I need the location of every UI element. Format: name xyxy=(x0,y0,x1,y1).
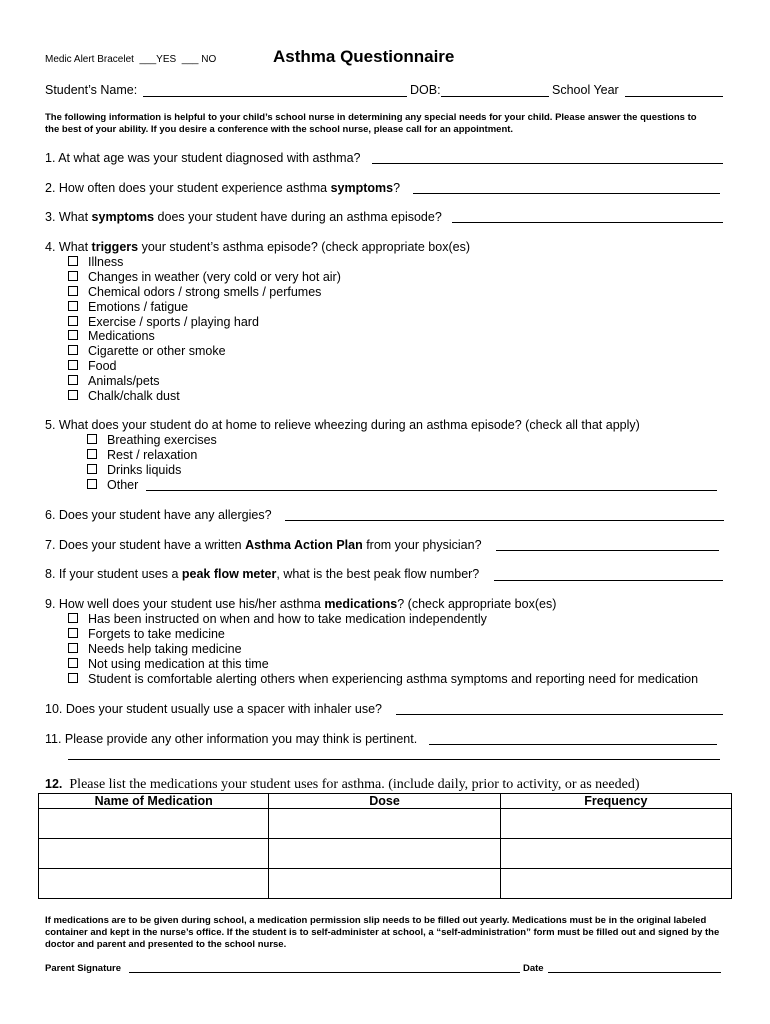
q4-option[interactable] xyxy=(68,285,321,300)
q9-bold: medications xyxy=(324,597,398,611)
question-7 xyxy=(45,538,482,552)
option-label: Medications xyxy=(88,329,155,343)
q4-option[interactable] xyxy=(68,344,226,359)
date-field[interactable] xyxy=(548,972,721,973)
checkbox-icon[interactable] xyxy=(68,301,78,311)
q8-pre: 8. If your student uses a xyxy=(45,567,182,581)
table-cell[interactable] xyxy=(269,839,500,869)
school-year-field[interactable] xyxy=(625,96,723,97)
answer-3-field[interactable] xyxy=(452,222,723,223)
option-label: Other xyxy=(107,478,139,492)
question-6: 6. Does your student have any allergies? xyxy=(45,508,272,522)
q4-pre: 4. What xyxy=(45,240,92,254)
question-12 xyxy=(45,777,639,793)
option-label: Exercise / sports / playing hard xyxy=(88,315,259,329)
table-cell[interactable] xyxy=(500,869,731,899)
question-5: 5. What does your student do at home to relieve wheezing during an asthma episode? (check all that apply) xyxy=(45,418,640,432)
option-label: Chalk/chalk dust xyxy=(88,389,180,403)
option-label: Food xyxy=(88,359,117,373)
q8-post: , what is the best peak flow number? xyxy=(276,567,480,581)
table-row xyxy=(39,869,732,899)
question-8 xyxy=(45,567,479,581)
q8-bold: peak flow meter xyxy=(181,567,277,581)
q9-option[interactable] xyxy=(68,612,487,627)
checkbox-icon[interactable] xyxy=(68,316,78,326)
page-title: Asthma Questionnaire xyxy=(273,47,455,66)
dob-label: DOB: xyxy=(410,83,441,97)
checkbox-icon[interactable] xyxy=(68,286,78,296)
q3-bold: symptoms xyxy=(91,210,155,224)
q9-option[interactable] xyxy=(68,627,225,642)
option-label: Cigarette or other smoke xyxy=(88,344,226,358)
q4-post: your student’s asthma episode? (check appropriate box(es) xyxy=(138,240,470,254)
checkbox-icon[interactable] xyxy=(87,434,97,444)
q5-option[interactable] xyxy=(87,463,181,478)
medic-alert-label xyxy=(45,54,216,65)
q5-option[interactable] xyxy=(87,433,217,448)
option-label: Not using medication at this time xyxy=(88,657,269,671)
checkbox-icon[interactable] xyxy=(68,673,78,683)
column-header: Dose xyxy=(269,794,500,809)
q4-option[interactable] xyxy=(68,359,117,374)
q12-number: 12. xyxy=(45,777,63,791)
question-11: 11. Please provide any other information you may think is pertinent. xyxy=(45,732,418,746)
q3-post: does your student have during an asthma episode? xyxy=(154,210,442,224)
answer-10-field[interactable] xyxy=(396,714,723,715)
checkbox-icon[interactable] xyxy=(68,390,78,400)
q4-option[interactable] xyxy=(68,389,180,404)
bracelet-text: Medic Alert Bracelet xyxy=(45,54,134,65)
option-label: Illness xyxy=(88,255,124,269)
q9-option[interactable] xyxy=(68,672,698,687)
answer-6-field[interactable] xyxy=(285,520,724,521)
checkbox-icon[interactable] xyxy=(87,464,97,474)
option-label: Changes in weather (very cold or very hot air) xyxy=(88,270,341,284)
checkbox-icon[interactable] xyxy=(87,479,97,489)
answer-8-field[interactable] xyxy=(494,580,723,581)
dob-field[interactable] xyxy=(441,96,549,97)
answer-11-field[interactable] xyxy=(429,744,717,745)
question-4 xyxy=(45,240,470,254)
q4-bold: triggers xyxy=(91,240,139,254)
other-field[interactable] xyxy=(146,490,717,491)
q12-text: Please list the medications your student uses for asthma. (include daily, prior to activity, or as needed) xyxy=(69,777,640,792)
option-label: Emotions / fatigue xyxy=(88,300,189,314)
option-label: Has been instructed on when and how to take medication independently xyxy=(88,612,487,626)
option-label: Breathing exercises xyxy=(107,433,217,447)
column-header: Name of Medication xyxy=(39,794,269,809)
question-3 xyxy=(45,210,442,224)
footer-note: If medications are to be given during school, a medication permission slip needs to be filled out yearly. Medications must be in the original labeled container and kept in the nurse’s office. If the student is to self-administer at school, a “self-administration” form must be filled out and signed by the doctor and parent and presented to the school nurse. xyxy=(45,915,720,950)
option-label: Animals/pets xyxy=(88,374,160,388)
q9-option[interactable] xyxy=(68,642,242,657)
checkbox-icon[interactable] xyxy=(68,345,78,355)
table-cell[interactable] xyxy=(39,839,269,869)
table-cell[interactable] xyxy=(500,809,731,839)
no-option: ___ NO xyxy=(181,54,217,65)
table-cell[interactable] xyxy=(269,809,500,839)
table-row xyxy=(39,839,732,869)
q2-pre: 2. How often does your student experience asthma xyxy=(45,181,331,195)
q3-pre: 3. What xyxy=(45,210,92,224)
q4-option[interactable] xyxy=(68,315,259,330)
question-9 xyxy=(45,597,556,611)
checkbox-icon[interactable] xyxy=(68,256,78,266)
checkbox-icon[interactable] xyxy=(68,643,78,653)
table-row xyxy=(39,809,732,839)
answer-2-field[interactable] xyxy=(413,193,720,194)
student-name-label: Student’s Name: xyxy=(45,83,138,97)
option-label: Rest / relaxation xyxy=(107,448,198,462)
option-label: Forgets to take medicine xyxy=(88,627,225,641)
option-label: Drinks liquids xyxy=(107,463,182,477)
q5-option[interactable] xyxy=(87,478,138,493)
q7-pre: 7. Does your student have a written xyxy=(45,538,246,552)
q7-bold: Asthma Action Plan xyxy=(245,538,363,552)
medication-table xyxy=(38,793,732,899)
table-cell[interactable] xyxy=(269,869,500,899)
answer-1-field[interactable] xyxy=(372,163,723,164)
intro-text: The following information is helpful to your child’s school nurse in determining any special needs for your child. Please answer the questions to the best of your ability. If you desire a conference with the school nurse, please call for an appointment. xyxy=(45,112,697,135)
answer-11-field-line-2[interactable] xyxy=(68,759,720,760)
checkbox-icon[interactable] xyxy=(68,375,78,385)
checkbox-icon[interactable] xyxy=(87,449,97,459)
q4-option[interactable] xyxy=(68,255,123,270)
q4-option[interactable] xyxy=(68,270,341,285)
q2-bold: symptoms xyxy=(330,181,394,195)
q7-post: from your physician? xyxy=(362,538,482,552)
checkbox-icon[interactable] xyxy=(68,628,78,638)
q9-option[interactable] xyxy=(68,657,269,672)
table-cell[interactable] xyxy=(39,809,269,839)
student-name-field[interactable] xyxy=(143,96,407,97)
option-label: Chemical odors / strong smells / perfumes xyxy=(88,285,322,299)
table-cell[interactable] xyxy=(500,839,731,869)
option-label: Needs help taking medicine xyxy=(88,642,242,656)
table-cell[interactable] xyxy=(39,869,269,899)
column-header: Frequency xyxy=(500,794,731,809)
checkbox-icon[interactable] xyxy=(68,360,78,370)
checkbox-icon[interactable] xyxy=(68,271,78,281)
q9-pre: 9. How well does your student use his/her asthma xyxy=(45,597,325,611)
option-label: Student is comfortable alerting others when experiencing asthma symptoms and reporting need for medication xyxy=(88,672,699,686)
checkbox-icon[interactable] xyxy=(68,330,78,340)
question-2 xyxy=(45,181,400,195)
q4-option[interactable] xyxy=(68,300,188,315)
q4-option[interactable] xyxy=(68,374,160,389)
school-year-label: School Year xyxy=(552,83,619,97)
answer-7-field[interactable] xyxy=(496,550,719,551)
table-header-row xyxy=(39,794,732,809)
question-1: 1. At what age was your student diagnosed with asthma? xyxy=(45,151,361,165)
parent-signature-field[interactable] xyxy=(129,972,520,973)
checkbox-icon[interactable] xyxy=(68,658,78,668)
q4-option[interactable] xyxy=(68,329,155,344)
yes-option: ___YES xyxy=(139,54,177,65)
checkbox-icon[interactable] xyxy=(68,613,78,623)
q9-post: ? (check appropriate box(es) xyxy=(397,597,557,611)
question-10: 10. Does your student usually use a spacer with inhaler use? xyxy=(45,702,382,716)
q2-post: ? xyxy=(393,181,401,195)
q5-option[interactable] xyxy=(87,448,197,463)
date-label: Date xyxy=(523,963,544,974)
parent-signature-label: Parent Signature xyxy=(45,963,122,974)
